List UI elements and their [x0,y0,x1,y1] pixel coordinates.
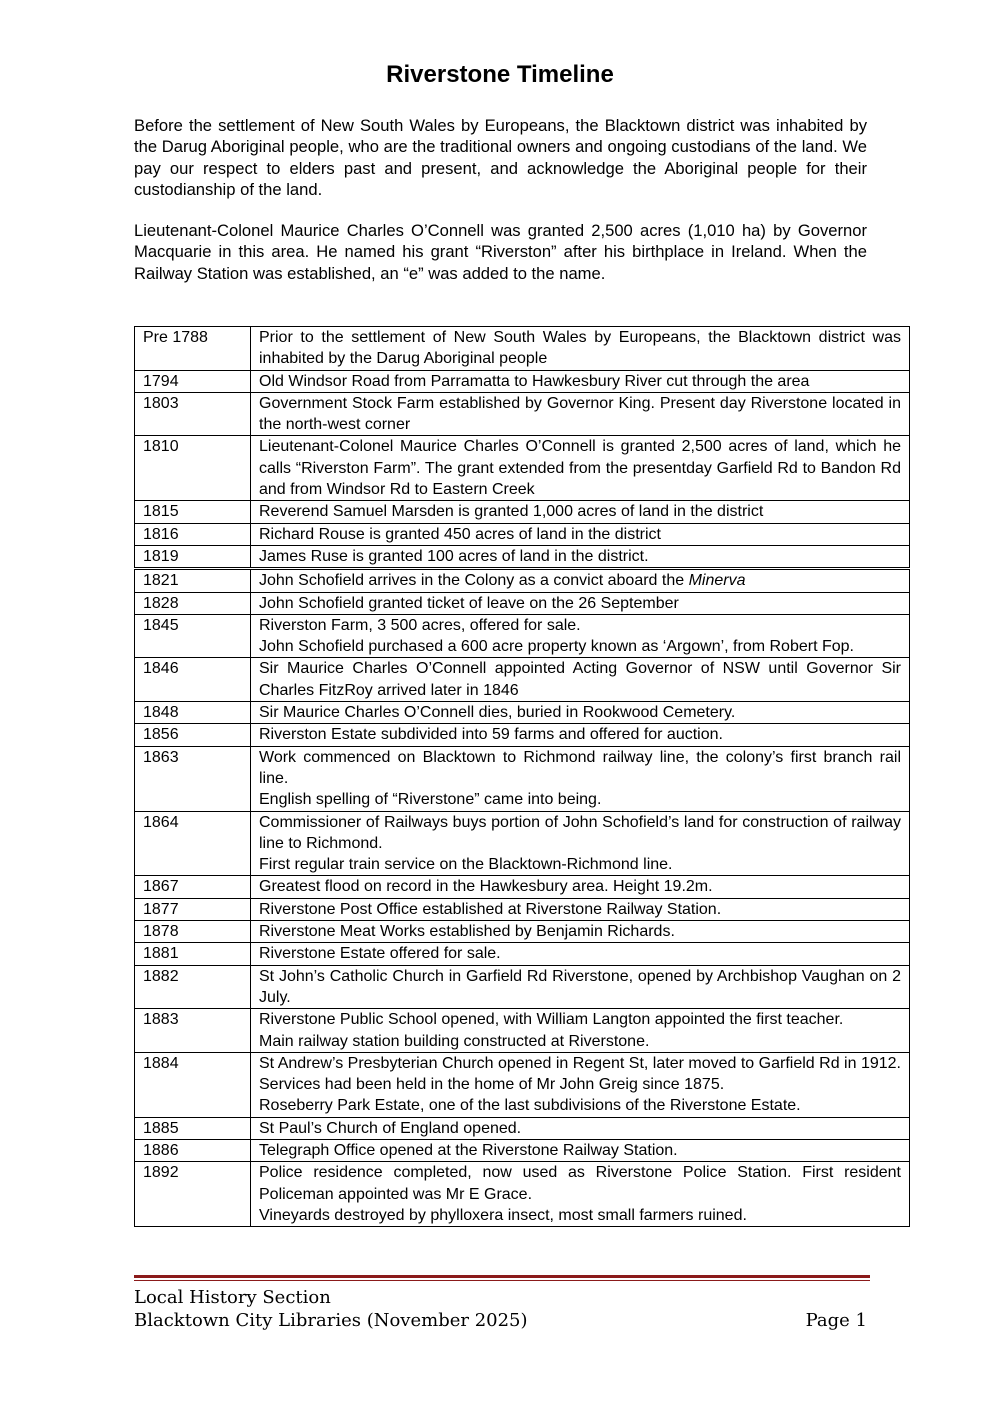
timeline-year: 1882 [135,965,251,1009]
timeline-event-line: John Schofield granted ticket of leave on the 26 September [259,594,679,612]
timeline-row [135,921,910,943]
timeline-event-line: Lieutenant-Colonel Maurice Charles O’Connell is granted 2,500 acres of land, which he calls “Riverston Farm”. The grant extended from the presentday Garfield Rd to Bandon Rd and from Windsor Rd to Eastern Creek [259,438,901,499]
timeline-year: 1845 [135,614,251,658]
timeline-event-line: Work commenced on Blacktown to Richmond railway line, the colony’s first branch rail line. [259,748,901,787]
timeline-event-line: Greatest flood on record in the Hawkesbury area. Height 19.2m. [259,878,713,896]
timeline-event-line: Vineyards destroyed by phylloxera insect, most small farmers ruined. [259,1206,747,1224]
timeline-row [135,569,910,592]
timeline-event [251,327,910,371]
timeline-row [135,327,910,371]
timeline-row [135,746,910,811]
timeline-event-line: St Andrew’s Presbyterian Church opened in Regent St, later moved to Garfield Rd in 1912. Services had been held in the home of Mr John Greig since 1875. [259,1054,901,1094]
timeline-event-line: Riverstone Estate offered for sale. [259,945,501,963]
timeline-event [251,943,910,965]
page-title: Riverstone Timeline [386,61,614,88]
timeline-body [135,327,910,1227]
timeline-event-line: Main railway station building constructed at Riverstone. [259,1032,650,1050]
timeline-event-line: Commissioner of Railways buys portion of John Schofield’s land for construction of railway line to Richmond. [259,813,901,852]
intro-paragraph-grant: Lieutenant-Colonel Maurice Charles O’Connell was granted 2,500 acres (1,010 ha) by Governor Macquarie in this area. He named his grant “Riverston” after his birthplace in Ireland. When the Railway Station was established, an “e” was added to the name. [134,221,867,283]
timeline-year: 1886 [135,1139,251,1161]
timeline-event [251,569,910,592]
timeline-event-line: Sir Maurice Charles O’Connell dies, buried in Rookwood Cemetery. [259,704,736,722]
timeline-year: 1819 [135,545,251,568]
footer-library: Blacktown City Libraries (November 2025) [134,1310,528,1331]
timeline-row [135,702,910,724]
timeline-year: 1816 [135,523,251,545]
timeline-event-line: Government Stock Farm established by Governor King. Present day Riverstone located in the north-west corner [259,394,901,434]
timeline-row [135,545,910,568]
timeline-year: 1815 [135,501,251,523]
timeline-row [135,614,910,658]
timeline-row [135,592,910,614]
timeline-event [251,1009,910,1053]
timeline-year: 1794 [135,370,251,392]
timeline-row [135,1117,910,1139]
timeline-year: 1877 [135,898,251,920]
timeline-row [135,501,910,523]
timeline-event-line: Riverston Farm, 3 500 acres, offered for sale. [259,616,581,634]
timeline-event-line: St Paul’s Church of England opened. [259,1119,522,1137]
timeline-event-line: Sir Maurice Charles O’Connell appointed Acting Governor of NSW until Governor Sir Charles FitzRoy arrived later in 1846 [259,660,901,699]
timeline-event-line: John Schofield purchased a 600 acre property known as ‘Argown’, from Robert Fop. [259,638,854,656]
timeline-year: 1878 [135,921,251,943]
timeline-event [251,392,910,436]
timeline-event [251,1139,910,1161]
footer-divider-thin [134,1280,870,1281]
timeline-row [135,1139,910,1161]
timeline-event-line: Reverend Samuel Marsden is granted 1,000 acres of land in the district [259,503,764,521]
timeline-row [135,658,910,702]
timeline-year: 1884 [135,1052,251,1117]
page-number: Page 1 [805,1310,867,1331]
timeline-event-line: John Schofield arrives in the Colony as a convict aboard the [259,572,685,590]
timeline-event-line: Riverstone Public School opened, with William Langton appointed the first teacher. [259,1011,844,1029]
timeline-year: 1863 [135,746,251,811]
timeline-event [251,501,910,523]
timeline-event-line: James Ruse is granted 100 acres of land in the district. [259,547,649,565]
timeline-event [251,898,910,920]
timeline-event [251,592,910,614]
timeline-row [135,811,910,876]
timeline-event [251,1117,910,1139]
timeline-event-line: St John’s Catholic Church in Garfield Rd Riverstone, opened by Archbishop Vaughan on 2 July. [259,967,901,1006]
intro-paragraph-acknowledgement: Before the settlement of New South Wales by Europeans, the Blacktown district was inhabited by the Darug Aboriginal people, who are the traditional owners and ongoing custodians of the land. We pay our respect to elders past and present, and acknowledge the Aboriginal people for their custodianship of the land. [134,116,867,200]
timeline-event [251,921,910,943]
timeline-year: 1881 [135,943,251,965]
timeline-row [135,436,910,501]
timeline-event [251,746,910,811]
timeline-year: 1810 [135,436,251,501]
timeline-row [135,876,910,898]
timeline-event-line: First regular train service on the Blacktown-Richmond line. [259,856,673,874]
timeline-event-line: Telegraph Office opened at the Riverstone Railway Station. [259,1141,678,1159]
timeline-event-line: Riverstone Meat Works established by Benjamin Richards. [259,923,675,941]
footer-library-line [134,1309,867,1333]
timeline-row [135,370,910,392]
timeline-event-line: Riverston Estate subdivided into 59 farms and offered for auction. [259,726,723,744]
timeline-event-line: Old Windsor Road from Parramatta to Hawkesbury River cut through the area [259,372,810,390]
timeline-table [134,326,910,1227]
timeline-event [251,614,910,658]
timeline-event [251,965,910,1009]
timeline-year: 1867 [135,876,251,898]
timeline-event-line: Roseberry Park Estate, one of the last subdivisions of the Riverstone Estate. [259,1097,801,1115]
ship-name: Minerva [688,572,746,590]
timeline-row [135,965,910,1009]
timeline-row [135,724,910,746]
timeline-year: 1828 [135,592,251,614]
timeline-event [251,811,910,876]
timeline-year: 1856 [135,724,251,746]
timeline-year: 1848 [135,702,251,724]
timeline-year: 1885 [135,1117,251,1139]
timeline-event [251,658,910,702]
timeline-event [251,370,910,392]
timeline-year: 1892 [135,1162,251,1227]
timeline-row [135,943,910,965]
footer-divider [134,1275,870,1278]
timeline-row [135,1162,910,1227]
timeline-row [135,1009,910,1053]
timeline-event-line: Riverstone Post Office established at Riverstone Railway Station. [259,900,722,918]
timeline-event [251,523,910,545]
timeline-year: 1883 [135,1009,251,1053]
timeline-event [251,702,910,724]
timeline-event-line: English spelling of “Riverstone” came into being. [259,791,602,809]
timeline-event [251,545,910,568]
timeline-row [135,392,910,436]
timeline-event [251,1162,910,1227]
timeline-event [251,724,910,746]
footer-section: Local History Section [134,1287,331,1308]
timeline-event-line: Prior to the settlement of New South Wales by Europeans, the Blacktown district was inhabited by the Darug Aboriginal people [259,329,901,368]
timeline-row [135,1052,910,1117]
timeline-row [135,523,910,545]
timeline-year: 1803 [135,392,251,436]
timeline-event [251,436,910,501]
timeline-event-line: Police residence completed, now used as Riverstone Police Station. First resident Policeman appointed was Mr E Grace. [259,1164,901,1203]
timeline-year: Pre 1788 [135,327,251,371]
timeline-event [251,1052,910,1117]
timeline-row [135,898,910,920]
timeline-event [251,876,910,898]
timeline-event-line: Richard Rouse is granted 450 acres of land in the district [259,525,661,543]
timeline-year: 1864 [135,811,251,876]
timeline-year: 1846 [135,658,251,702]
timeline-year: 1821 [135,569,251,592]
